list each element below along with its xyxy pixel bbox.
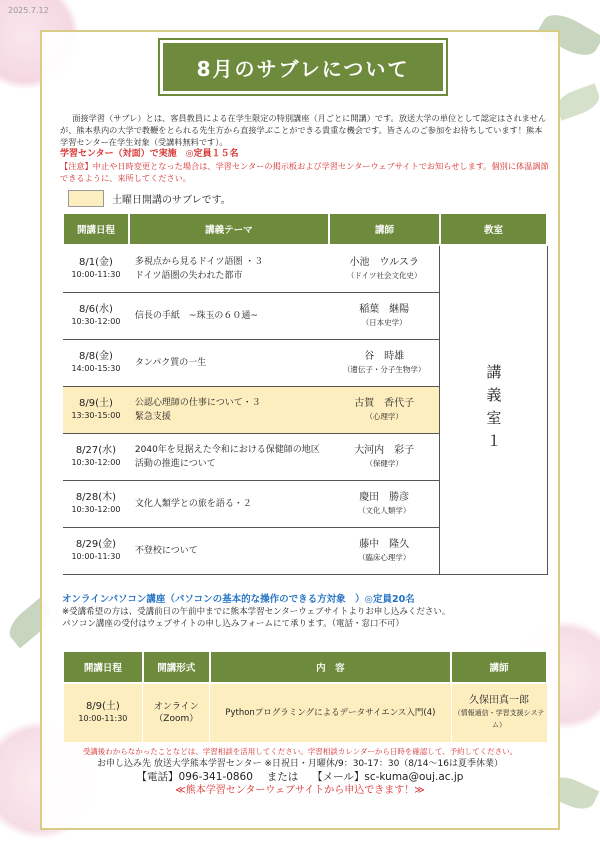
issue-date: 2025.7.12: [8, 6, 49, 15]
intro-text: 面接学習（サブレ）とは、客員教員による在学生限定の特別講座（月ごとに開講）です。放送大学の単位として認定はされませんが、熊本県内の大学で教鞭をとられる先生方から直接学ぶことができる貴重な機会です。皆さんのご参加をお待ちしています！熊本学習センター在学生対象（受講料無料です）。: [60, 113, 547, 147]
course-time: 10:30-12:00: [71, 317, 121, 326]
lecturer-name: 谷 時雄: [364, 351, 405, 362]
lecturer-field: （遺伝子・分子生物学）: [342, 365, 426, 374]
intro-section: [60, 112, 550, 184]
online-table: [62, 650, 548, 743]
header-theme: 講義テーマ: [129, 213, 329, 245]
leaf-decoration: [553, 83, 600, 121]
lecturer-field: （心理学）: [365, 412, 403, 421]
course-date: 8/9(土): [85, 701, 120, 712]
contact-info: お申し込み先 放送大学熊本学習センター ※日祝日・月曜休/9：30-17：30（8/14～16は夏季休業）: [97, 759, 503, 769]
lecturer-cell: [329, 434, 440, 481]
lecturer-field: （日本史学）: [361, 318, 407, 327]
venue-line: 学習センター（対面）で実施 ◎定員１５名: [60, 149, 239, 159]
date-cell: [63, 293, 129, 340]
date-cell: [63, 481, 129, 528]
theme-cell: 信長の手紙 ~珠玉の６０通~: [129, 293, 329, 340]
lecturer-name: 大河内 彩子: [354, 445, 415, 456]
theme-cell: 多視点から見るドイツ語圏 ・３ ドイツ語圏の失われた都市: [129, 245, 329, 293]
date-cell: [63, 434, 129, 481]
lecturer-cell: [329, 340, 440, 387]
legend-swatch: [68, 190, 104, 207]
theme-cell: タンパク質の一生: [129, 340, 329, 387]
header-lecturer: 講師: [451, 651, 547, 683]
online-title: オンラインパソコン講座（パソコンの基本的な操作のできる方対象 ）◎定員20名: [62, 594, 415, 605]
lecturer-cell: [329, 293, 440, 340]
theme-cell: 2040年を見据えた令和における保健師の地区活動の推進について: [129, 434, 329, 481]
date-cell: [63, 387, 129, 434]
online-section: [62, 594, 552, 630]
header-content: 内 容: [210, 651, 451, 683]
lecturer-field: （文化人類学）: [357, 506, 411, 515]
course-time: 10:30-12:00: [71, 458, 121, 467]
course-date: 8/6(水): [78, 304, 113, 315]
date-cell: [63, 340, 129, 387]
date-cell: [63, 528, 129, 575]
theme-cell: 不登校について: [129, 528, 329, 575]
course-time: 13:30-15:00: [71, 411, 121, 420]
header-schedule: 開講日程: [63, 213, 129, 245]
footer: [50, 745, 550, 797]
lecturer-cell: [451, 683, 547, 743]
lecturer-field: （情報通信・学習支援システム）: [453, 709, 545, 729]
online-note-1: ※受講希望の方は、受講前日の午前中までに熊本学習センターウェブサイトよりお申し込みください。: [62, 607, 451, 617]
course-time: 10:00-11:30: [71, 270, 121, 279]
lecturer-name: 古賀 香代子: [354, 398, 415, 409]
caution-text: 【注意】中止や日時変更となった場合は、学習センターの掲示板および学習センターウェブサイトでお知らせします。個別に体温調節できるように、来所してください。: [60, 161, 549, 183]
lecturer-cell: [329, 387, 440, 434]
online-note-2: パソコン講座の受付はウェブサイトの申し込みフォームにて承ります。（電話・窓口不可）: [62, 619, 405, 629]
lecturer-cell: [329, 528, 440, 575]
lecturer-field: （臨床心理学）: [357, 553, 411, 562]
apply-link[interactable]: ≪熊本学習センターウェブサイトから申込できます！≫: [175, 785, 425, 796]
legend: [68, 190, 231, 207]
room-label: 講義室１: [484, 364, 503, 456]
lecturer-cell: [329, 481, 440, 528]
schedule-table: [62, 212, 548, 575]
content-cell: Pythonプログラミングによるデータサイエンス入門(4): [210, 683, 451, 743]
consultation-note: 受講後わからなかったことなどは、学習相談を活用してください。学習相談カレンダーから日時を確認して、予約してください。: [82, 747, 518, 756]
legend-label: 土曜日開講のサブレです。: [112, 195, 231, 206]
lecturer-field: （ドイツ社会文化史）: [346, 271, 422, 280]
lecturer-name: 小池 ウルスラ: [349, 257, 419, 268]
room-cell: [440, 245, 547, 575]
theme-cell: 公認心理師の仕事について・３ 緊急支援: [129, 387, 329, 434]
course-date: 8/9(土): [78, 398, 113, 409]
course-time: 10:00-11:30: [78, 714, 128, 723]
table-row: [63, 683, 547, 743]
contact-phone-email: 【電話】096-341-0860 または 【メール】sc-kuma@ouj.ac.jp: [136, 771, 464, 783]
course-date: 8/29(金): [75, 539, 117, 550]
header-schedule: 開講日程: [63, 651, 143, 683]
lecturer-name: 慶田 勝彦: [359, 492, 410, 503]
course-date: 8/27(水): [75, 445, 117, 456]
table-row: [63, 245, 547, 293]
theme-cell: 文化人類学との旅を語る・２: [129, 481, 329, 528]
lecturer-name: 稲葉 継陽: [359, 304, 410, 315]
course-date: 8/28(木): [75, 492, 117, 503]
date-cell: [63, 245, 129, 293]
course-time: 10:00-11:30: [71, 552, 121, 561]
course-date: 8/1(金): [78, 257, 113, 268]
page-title: 8月のサブレについて: [160, 40, 446, 94]
lecturer-field: （保健学）: [365, 459, 403, 468]
header-format: 開講形式: [143, 651, 210, 683]
header-lecturer: 講師: [329, 213, 440, 245]
lecturer-name: 久保田真一郎: [469, 695, 530, 706]
header-room: 教室: [440, 213, 547, 245]
format-cell: オンライン （Zoom）: [143, 683, 210, 743]
date-cell: [63, 683, 143, 743]
course-date: 8/8(金): [78, 351, 113, 362]
course-time: 14:00-15:30: [71, 364, 121, 373]
lecturer-name: 藤中 隆久: [359, 539, 410, 550]
lecturer-cell: [329, 245, 440, 293]
course-time: 10:30-12:00: [71, 505, 121, 514]
